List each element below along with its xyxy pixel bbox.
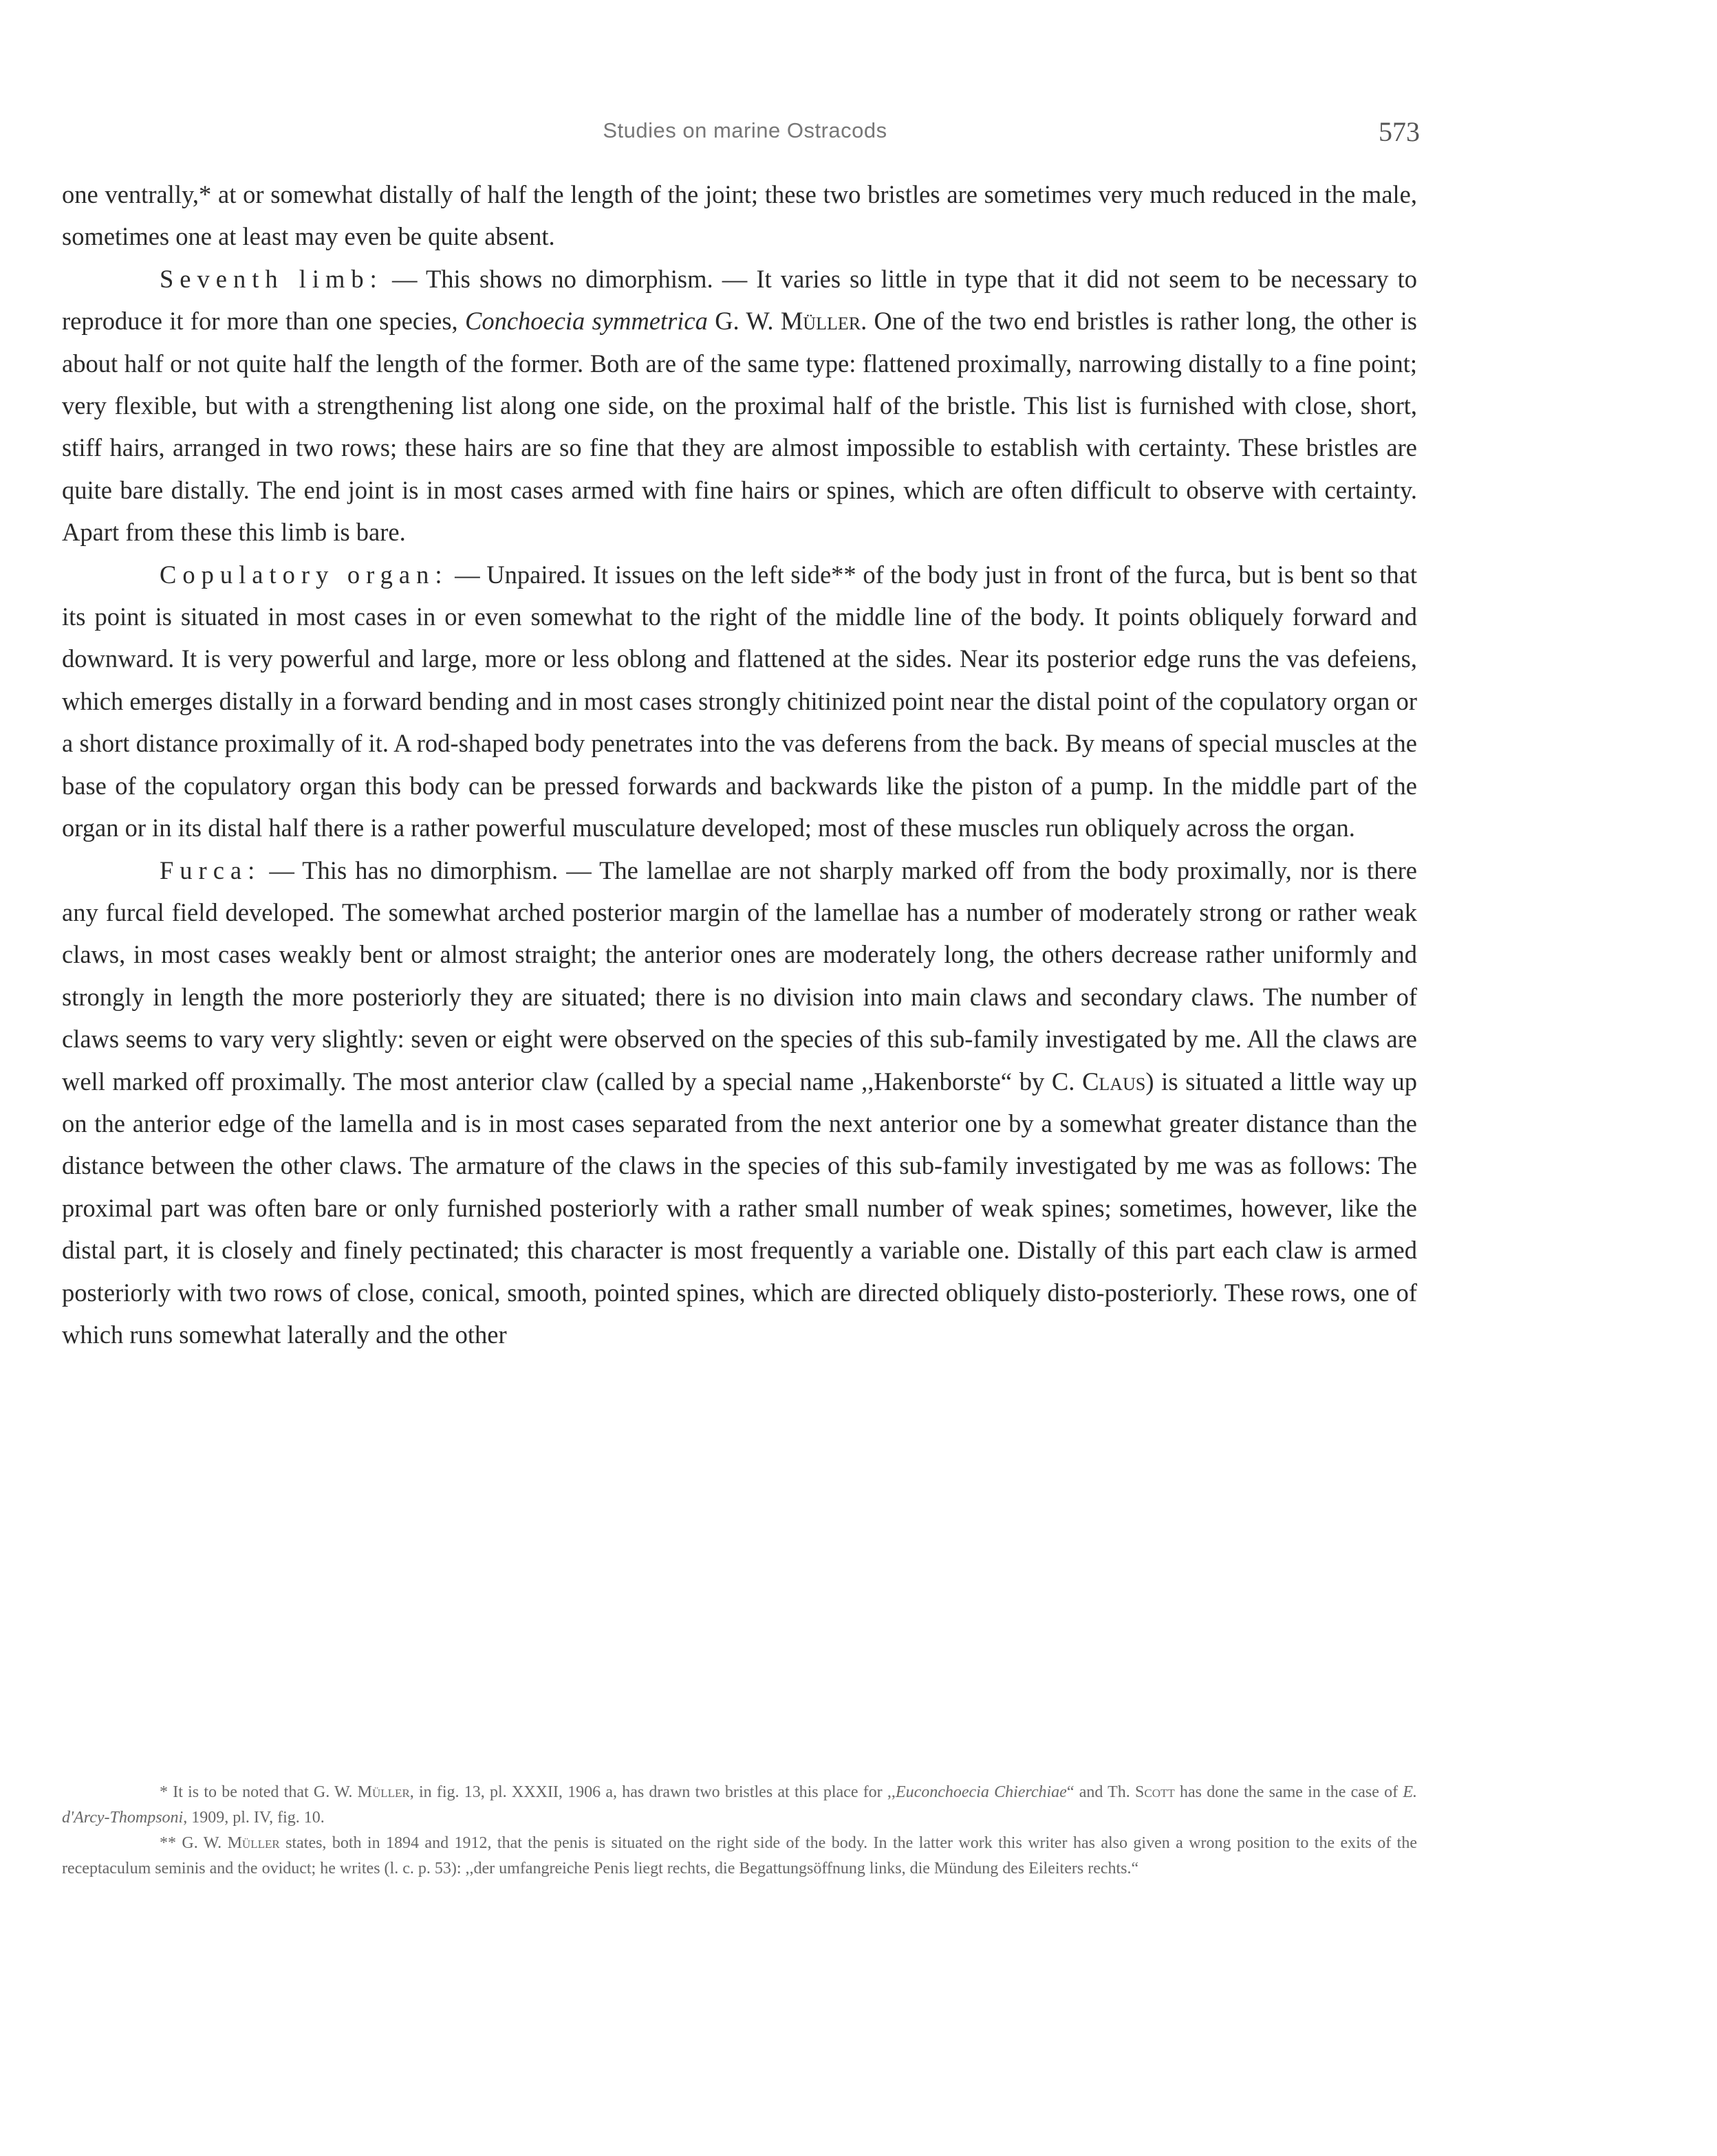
section-heading-copulatory-organ: Copulatory organ:	[160, 560, 449, 589]
section-heading-seventh-limb: Seventh limb:	[160, 264, 383, 293]
paragraph-seventh-limb	[62, 258, 1417, 554]
paragraph-text: one ventrally,* at or somewhat distally of half the length of the joint; these two bristles are sometimes very much reduced in the male, sometimes one at least may even be quite absent.	[62, 180, 1417, 251]
author-name: Claus	[1082, 1067, 1146, 1096]
footnote-1	[62, 1780, 1417, 1831]
footnote-text: ** G. W.	[160, 1834, 228, 1852]
paragraph-text: — This shows no dimorphism. — It varies so little in type that it did not seem to be necessary to reproduce it for more than one species,	[62, 264, 1417, 336]
author-name: Müller	[227, 1834, 280, 1852]
species-name: E. d'Arcy-Thompsoni	[62, 1783, 1418, 1827]
species-name: Conchoecia symmetrica	[464, 307, 708, 336]
footnote-text: , in fig. 13, pl. XXXII, 1906 a, has drawn two bristles at this place for ,,	[409, 1783, 896, 1801]
footnote-text: , 1909, pl. IV, fig. 10.	[183, 1809, 325, 1827]
page-number: 573	[1379, 116, 1420, 147]
page-header	[0, 118, 1717, 153]
paragraph-copulatory-organ	[62, 554, 1417, 849]
paragraph-text: — Unpaired. It issues on the left side** of the body just in front of the furca, but is bent so that its point is situated in most cases in or even somewhat to the right of the middle line of the body. It points obliquely forward and downward. It is very powerful and large, more or less oblong and flattened at the sides. Near its posterior edge runs the vas defeiens, which emerges distally in a forward bending and in most cases strongly chitinized point near the distal point of the copulatory organ or a short distance proximally of it. A rod-shaped body penetrates into the vas deferens from the back. By means of special muscles at the base of the copulatory organ this body can be pressed forwards and backwards like the piston of a pump. In the middle part of the organ or in its distal half there is a rather powerful musculature developed; most of these muscles run obliquely across the organ.	[62, 560, 1418, 842]
footnote-text: “ and Th.	[1066, 1783, 1136, 1801]
body-text	[62, 173, 1417, 1355]
author-name: Müller	[357, 1783, 410, 1801]
running-title: Studies on marine Ostracods	[603, 118, 887, 142]
author-name: G. W. Müller.	[715, 307, 867, 336]
paragraph-furca	[62, 849, 1417, 1356]
footnote-text: * It is to be noted that G. W.	[160, 1783, 358, 1801]
section-heading-furca: Furca:	[160, 856, 261, 884]
footnote-text: has done the same in the case of	[1174, 1783, 1403, 1801]
footnote-2	[62, 1831, 1417, 1882]
species-name: Euconchoecia Chierchiae	[895, 1783, 1067, 1801]
paragraph-continuation	[62, 173, 1417, 258]
paragraph-text: ) is situated a little way up on the anterior edge of the lamella and is in most cases separated from the next anterior one by a somewhat greater distance than the distance between the other claws. The armature of the claws in the species of this sub-family investigated by me was as follows: The proximal part was often bare or only furnished posteriorly with a rather small number of weak spines; sometimes, however, like the distal part, it is closely and finely pectinated; this character is most frequently a variable one. Distally of this part each claw is armed posteriorly with two rows of close, conical, smooth, pointed spines, which are directed obliquely disto-posteriorly. These rows, one of which runs somewhat laterally and the other	[62, 1067, 1417, 1349]
author-name: Scott	[1135, 1783, 1175, 1801]
footnotes	[62, 1780, 1417, 1882]
paragraph-text: — This has no dimorphism. — The lamellae are not sharply marked off from the body proximally, nor is there any furcal field developed. The somewhat arched posterior margin of the lamellae has a number of moderately strong or rather weak claws, in most cases weakly bent or almost straight; the anterior ones are moderately long, the others decrease rather uniformly and strongly in length the more posteriorly they are situated; there is no division into main claws and secondary claws. The number of claws seems to vary very slightly: seven or eight were observed on the species of this sub-family investigated by me. All the claws are well marked off proximally. The most anterior claw (called by a special name ,,Hakenborste“ by C.	[62, 856, 1417, 1096]
paragraph-text: One of the two end bristles is rather long, the other is about half or not quite half the length of the former. Both are of the same type: flattened proximally, narrowing distally to a fine point; very flexible, but with a strengthening list along one side, on the proximal half of the bristle. This list is furnished with close, short, stiff hairs, arranged in two rows; these hairs are so fine that they are almost impossible to establish with certainty. These bristles are quite bare distally. The end joint is in most cases armed with fine hairs or spines, which are often difficult to observe with certainty. Apart from these this limb is bare.	[62, 307, 1417, 547]
footnote-text: states, both in 1894 and 1912, that the penis is situated on the right side of the body. In the latter work this writer has also given a wrong position to the exits of the receptaculum seminis and the oviduct; he writes (l. c. p. 53): ,,der umfangreiche Penis liegt rechts, die Begattungsöffnung links, die Mündung des Eileiters rechts.“	[62, 1834, 1417, 1877]
